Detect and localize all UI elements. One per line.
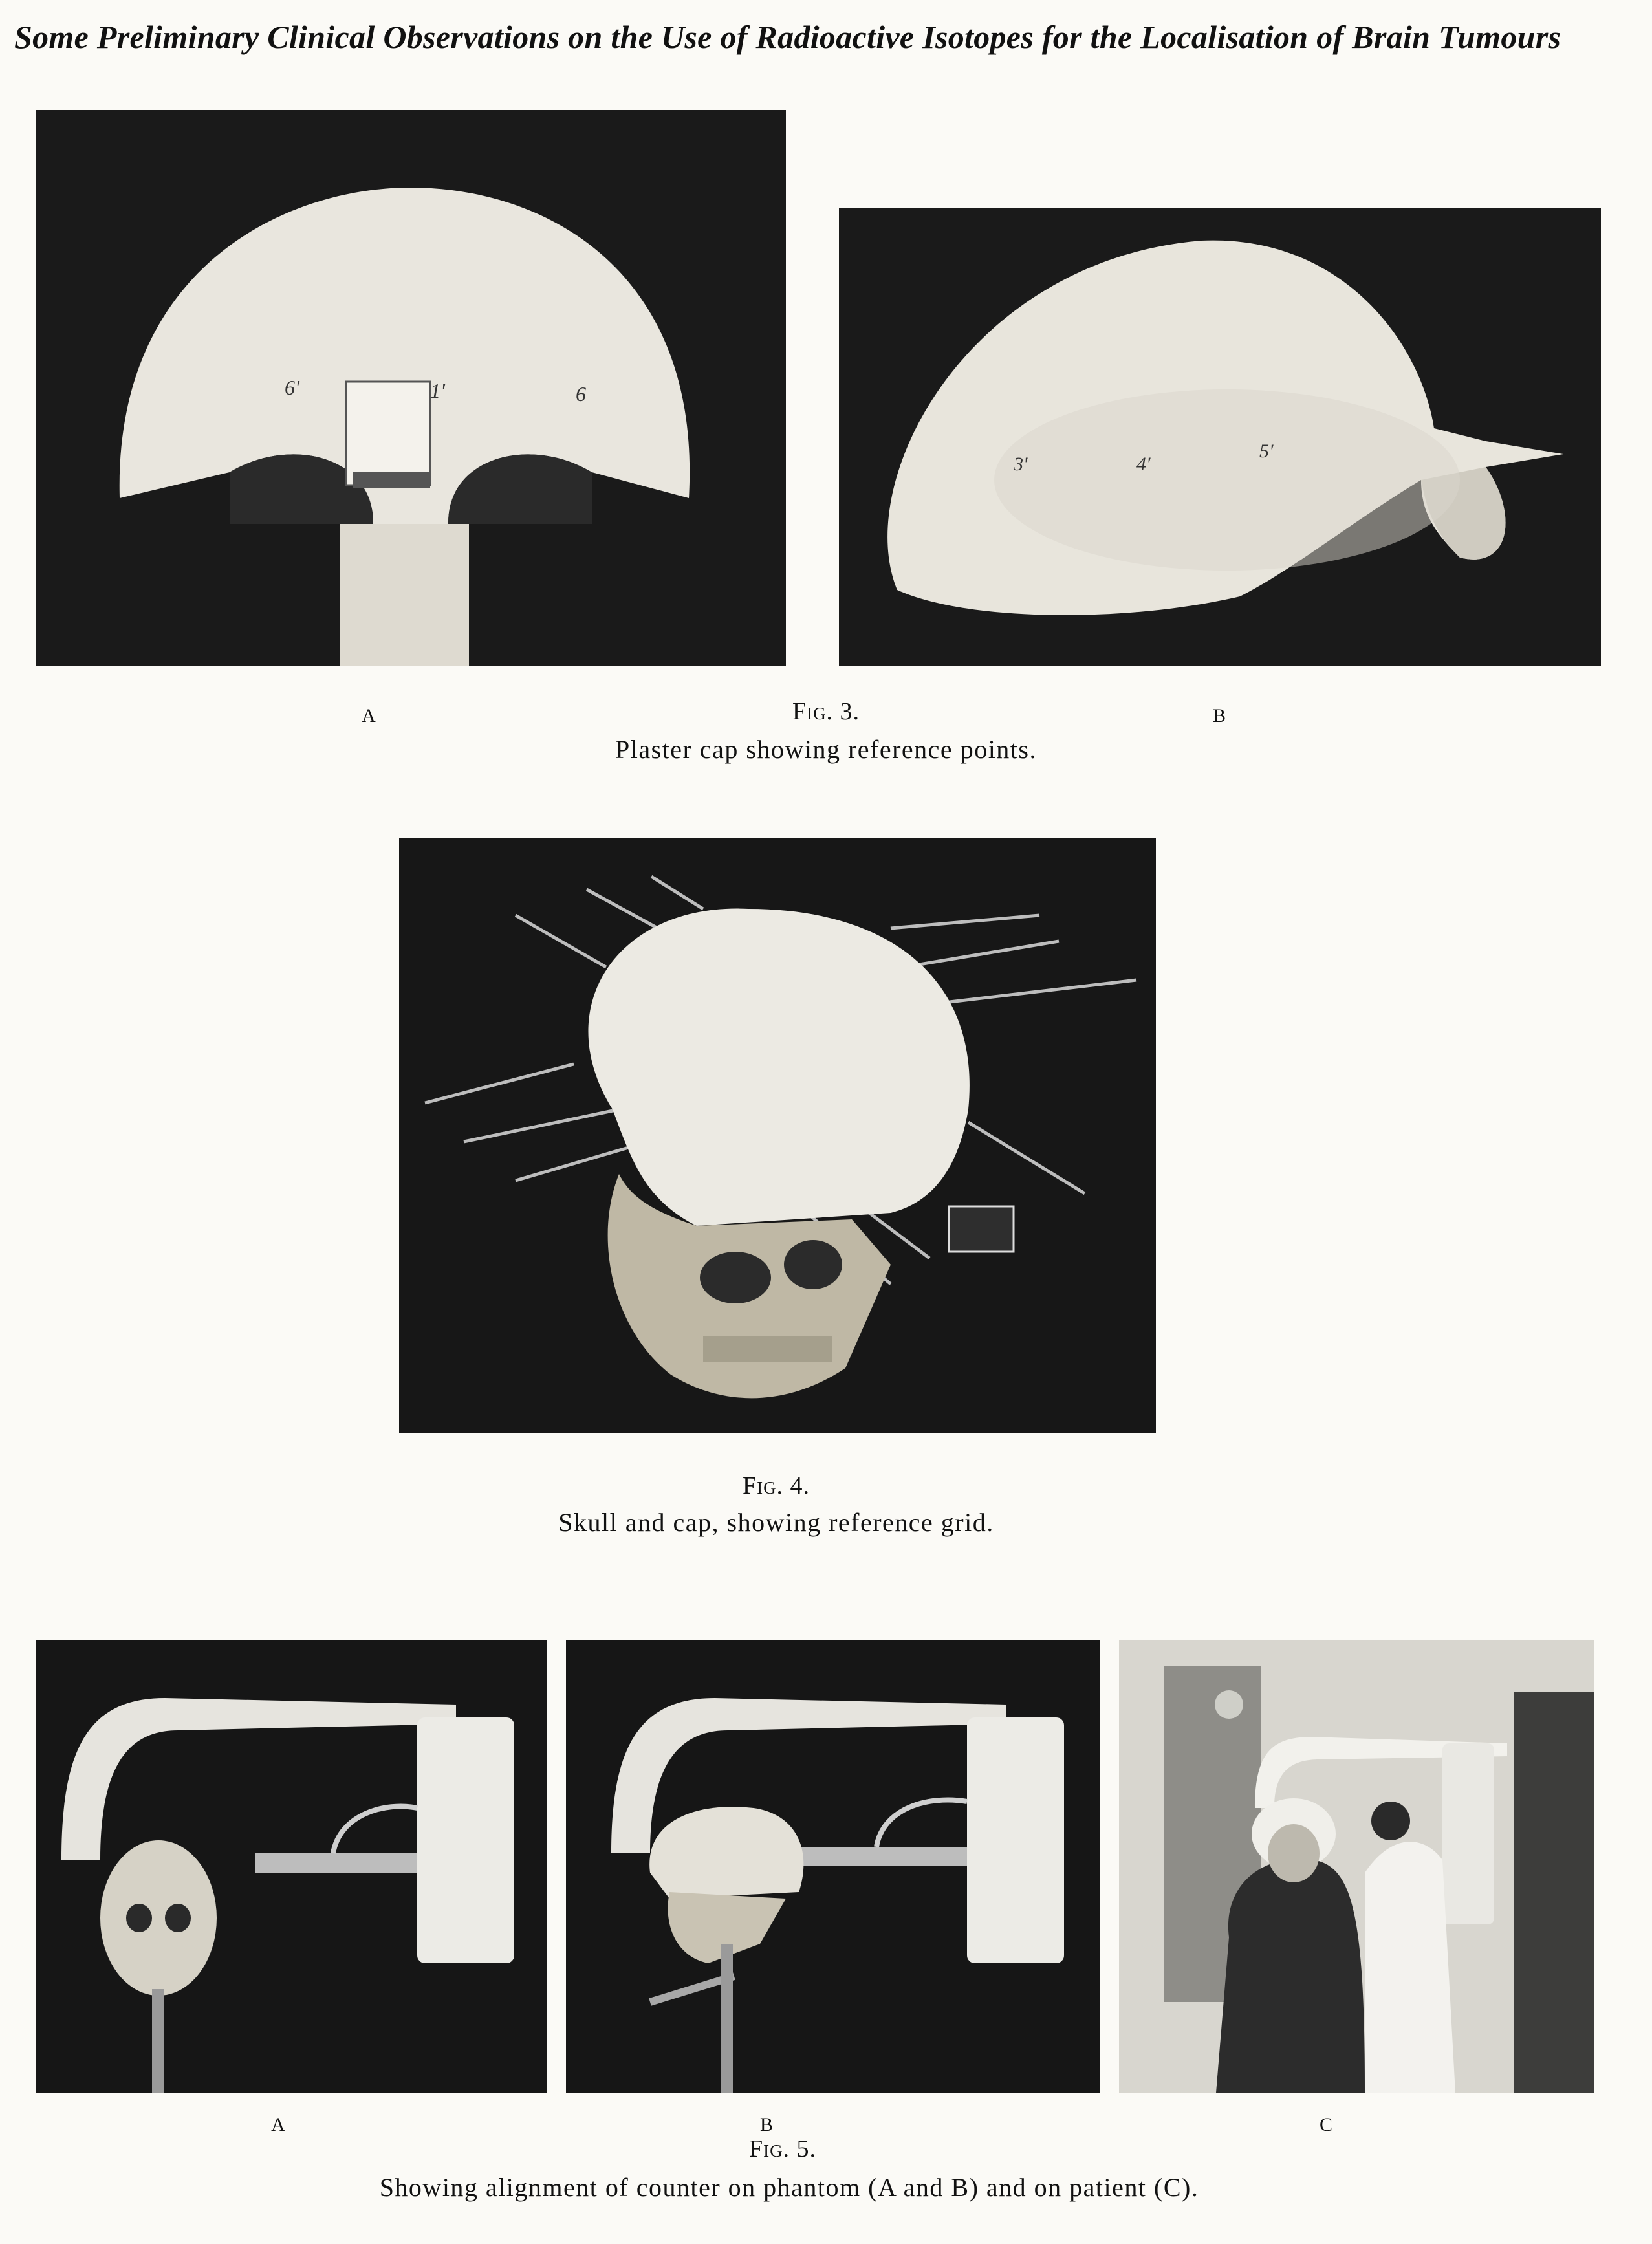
fig5-caption: Showing alignment of counter on phantom (A and B) and on patient (C). <box>379 2173 1199 2202</box>
fig3-caption: Plaster cap showing reference points. <box>615 735 1037 764</box>
svg-text:6: 6 <box>576 382 586 406</box>
fig5-label: Fig. 5. <box>748 2135 817 2162</box>
fig3-label: Fig. 3. <box>792 698 860 725</box>
svg-text:6': 6' <box>285 376 299 399</box>
running-title: Some Preliminary Clinical Observations on the Use of Radioactive Isotopes for the Localisation of Brain Tumours <box>14 19 1561 55</box>
fig3-photo-a <box>36 110 786 666</box>
fig5-panel-a-label: A <box>271 2114 285 2135</box>
fig4-caption: Skull and cap, showing reference grid. <box>558 1508 994 1537</box>
fig5-photo-c <box>1119 1640 1594 2093</box>
fig3-panel-b-label: B <box>1212 705 1226 726</box>
svg-text:3': 3' <box>1014 453 1028 475</box>
svg-text:4': 4' <box>1136 453 1151 475</box>
fig4-photo <box>399 838 1156 1433</box>
svg-text:5': 5' <box>1259 441 1274 462</box>
fig4-label: Fig. 4. <box>742 1472 810 1499</box>
fig5-panel-b-label: B <box>759 2114 773 2135</box>
fig5-photo-a <box>36 1640 547 2093</box>
fig3-panel-a-label: A <box>362 705 376 726</box>
fig3-photo-b <box>839 208 1601 666</box>
svg-text:1': 1' <box>430 379 445 402</box>
fig5-panel-c-label: C <box>1319 2114 1332 2135</box>
fig5-photo-b <box>566 1640 1100 2093</box>
